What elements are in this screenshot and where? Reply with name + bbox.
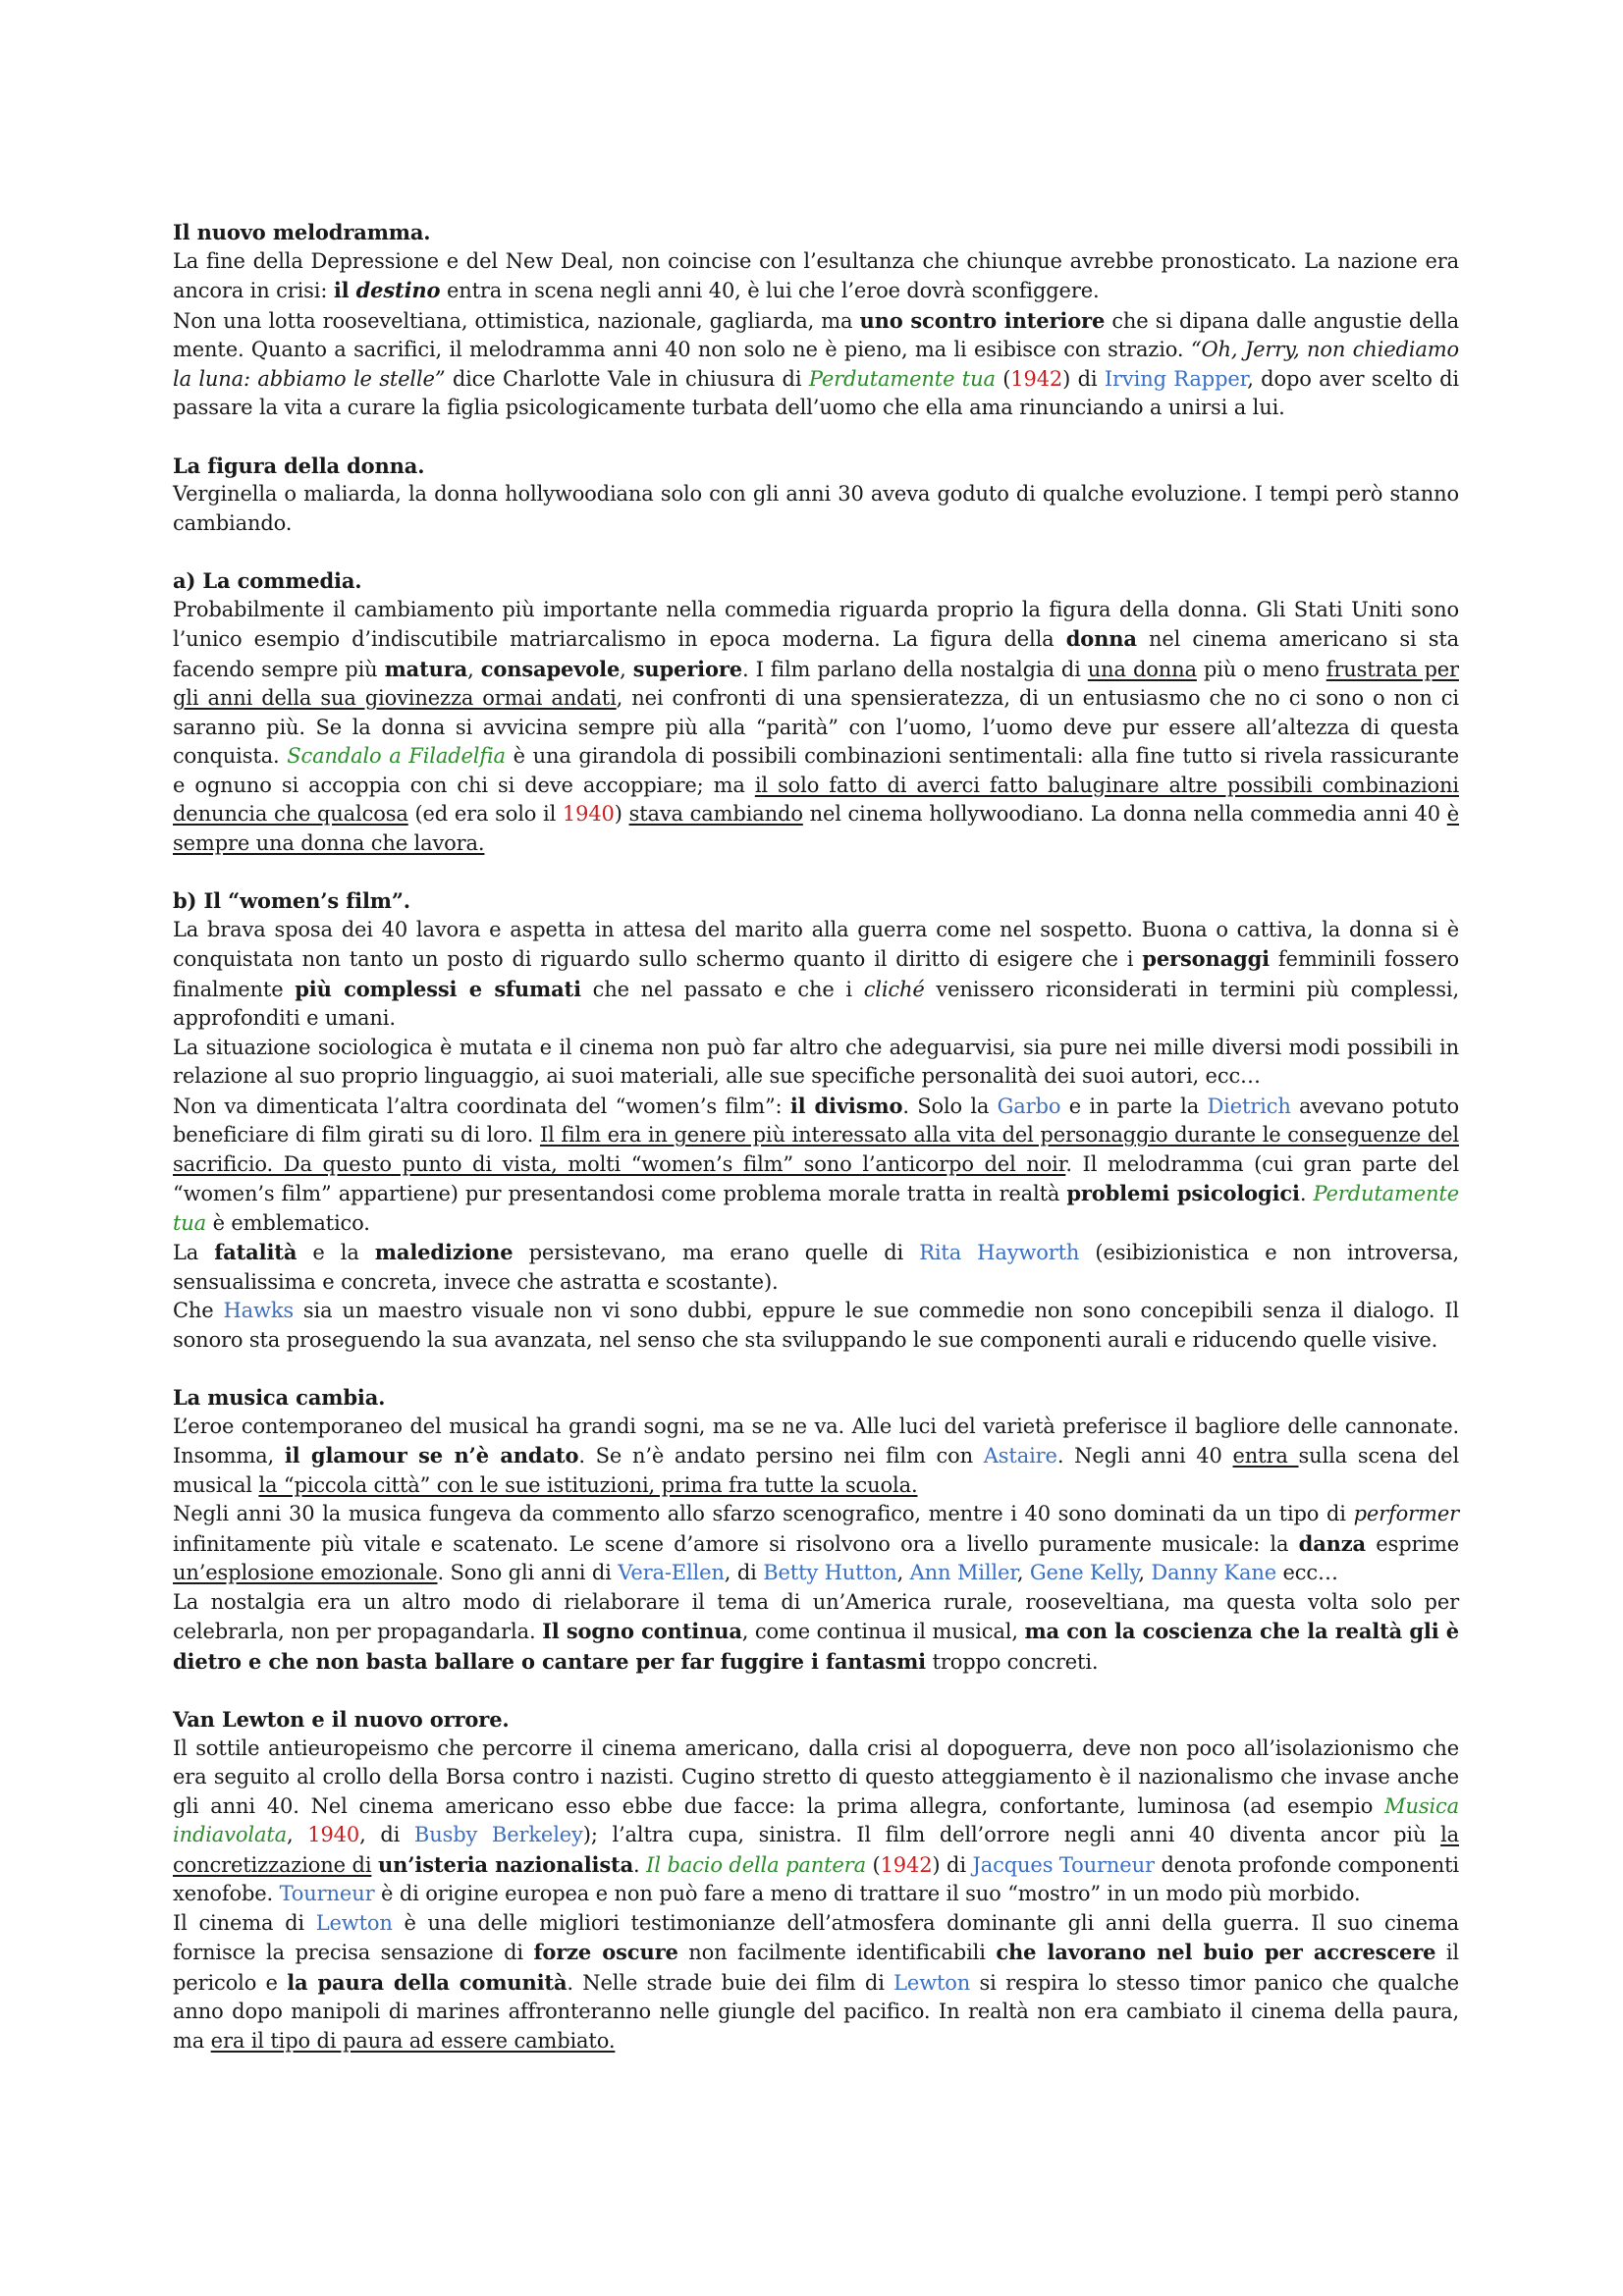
- bold-text: superiore: [632, 656, 742, 681]
- text-run: persistevano, ma erano quelle di: [513, 1241, 920, 1264]
- film-title: Scandalo a Filadelfia: [287, 744, 506, 768]
- bold-text: personaggi: [1142, 946, 1270, 971]
- paragraph: [173, 1297, 1459, 1355]
- underlined-text: il solo fatto di averci fatto baluginare altre possibili combinazioni denuncia che qualcosa: [173, 773, 1459, 826]
- person-name: Hawks: [223, 1299, 295, 1322]
- text-run: Negli anni 30 la musica fungeva da commento allo sfarzo scenografico, mentre i 40 sono dominati da un tipo di: [173, 1502, 1354, 1525]
- text-run: . I film parlano della nostalgia di: [742, 657, 1088, 681]
- text-run: è una delle migliori testimonianze dell’atmosfera dominante gli anni della guerra. Il suo cinema fornisce la precisa sensazione di: [173, 1910, 1459, 1964]
- bold-text: la paura della comunità: [287, 1969, 568, 1995]
- text-run: La nostalgia era un altro modo di rielaborare il tema di un’America rurale, rooseveltiana, ma questa volta solo per celebrarla, non per propagandarla.: [173, 1589, 1459, 1643]
- paragraph: [173, 1588, 1459, 1678]
- paragraph: [173, 1238, 1459, 1297]
- person-name: Danny Kane: [1151, 1561, 1276, 1584]
- text-run: entra in scena negli anni 40, è lui che l’eroe dovrà sconfiggere.: [440, 279, 1100, 302]
- text-run: Che: [173, 1299, 224, 1322]
- section-body: [173, 1735, 1459, 2056]
- text-run: [371, 1853, 378, 1877]
- text-run: si respira lo stesso timor panico che qualche anno dopo manipoli di marines affronteranno nelle giungle del pacifico. In realtà non era cambiato il cinema della paura, ma: [173, 1970, 1459, 2053]
- bold-text: più complessi e sfumati: [295, 976, 581, 1001]
- film-title: Perdutamente tua: [173, 1182, 1459, 1235]
- section-title: La figura della donna.: [173, 453, 425, 478]
- person-name: Irving Rapper: [1104, 366, 1248, 391]
- section-music: [173, 1383, 1459, 1677]
- text-run: infinitamente più vitale e scatenato. Le scene d’amore si risolvono ora a livello puramente musicale: la: [173, 1531, 1299, 1556]
- person-name: Lewton: [893, 1970, 971, 1995]
- section-body: [173, 916, 1459, 1356]
- paragraph: [173, 1413, 1459, 1501]
- text-run: non facilmente identificabili: [677, 1941, 997, 1964]
- underlined-text: una donna: [1087, 657, 1197, 681]
- person-name: Betty Hutton: [763, 1561, 897, 1584]
- text-run: ,: [286, 1823, 308, 1846]
- text-run: . Se n’è andato persino nei film con: [578, 1444, 984, 1468]
- text-run: . Solo la: [902, 1094, 998, 1118]
- text-run: è emblematico.: [206, 1210, 370, 1235]
- paragraph: [173, 1034, 1459, 1092]
- year: 1940: [307, 1823, 360, 1846]
- text-run: che nel passato e che i: [580, 977, 864, 1001]
- paragraph: [173, 1909, 1459, 2056]
- underlined-text: Il film era in genere più interessato alla vita del personaggio durante le conseguenze del sacrificio. Da questo punto di vista, molti “women’s film” sono l’anticorpo del noir: [173, 1123, 1459, 1176]
- section-title: b) Il “women’s film”.: [173, 888, 410, 913]
- bold-text: ma con la coscienza che la realtà gli è dietro e che non basta ballare o cantare per far fuggire i fantasmi: [173, 1619, 1459, 1674]
- section-horror: [173, 1705, 1459, 2056]
- text-run: Non una lotta rooseveltiana, ottimistica, nazionale, gagliarda, ma: [173, 308, 860, 333]
- bold-text: consapevole: [480, 656, 621, 681]
- text-run: che si dipana dalle angustie della mente. Quanto a sacrifici, il melodramma anni 40 non solo ne è pieno, ma li esibisce con strazio.: [173, 308, 1459, 361]
- person-name: Rita Hayworth: [919, 1241, 1080, 1264]
- text-run: femminili fossero finalmente: [173, 947, 1459, 1001]
- paragraph: [173, 916, 1459, 1034]
- text-run: ,: [1138, 1561, 1152, 1584]
- paragraph: [173, 1500, 1459, 1588]
- text-run: e in parte la: [1060, 1094, 1208, 1118]
- section-woman: [173, 452, 1459, 539]
- text-run: , di: [359, 1823, 414, 1846]
- text-run: , nei confronti di una spensieratezza, di un entusiasmo che no ci sono o non ci saranno più. Se la donna si avvicina sempre più alla “parità” con l’uomo, l’uomo deve pur essere all’altezza di questa conquista.: [173, 686, 1459, 768]
- text-run: La brava sposa dei 40 lavora e aspetta in attesa del marito alla guerra come nel sospetto. Buona o cattiva, la donna si è conquistata non tanto un posto di riguardo sullo schermo quanto il diritto di esigere che i: [173, 917, 1459, 971]
- text-run: sulla scena del musical: [173, 1444, 1460, 1497]
- text-run: Il sottile antieuropeismo che percorre il cinema americano, dalla crisi al dopoguerra, deve non poco all’isolazionismo che era seguito al crollo della Borsa contro i nazisti. Cugino stretto di questo atteggiamento è il nazionalismo che invase anche gli anni 40. Nel cinema americano esso ebbe due facce: la prima allegra, confortante, luminosa (ad esempio: [173, 1735, 1459, 1818]
- bold-text: il glamour se n’è andato: [284, 1443, 579, 1468]
- section-body: [173, 247, 1459, 423]
- text-run: ,: [467, 657, 481, 681]
- paragraph: [173, 480, 1459, 538]
- text-run: sia un maestro visuale non vi sono dubbi, eppure le sue commedie non sono concepibili senza il dialogo. Il sonoro sta proseguendo la sua avanzata, nel senso che sta sviluppando le sue componenti aurali e riducendo quelle visive.: [173, 1299, 1459, 1352]
- text-run: Il cinema di: [173, 1910, 316, 1935]
- film-title: Il bacio della pantera: [646, 1852, 866, 1877]
- person-name: Gene Kelly: [1029, 1561, 1139, 1584]
- text-run: dice Charlotte Vale in chiusura di: [445, 366, 809, 391]
- person-name: Jacques Tourneur: [972, 1852, 1155, 1877]
- text-run: ): [614, 802, 629, 826]
- paragraph: [173, 596, 1459, 859]
- bold-text: il: [333, 278, 356, 302]
- section-body: [173, 1413, 1459, 1678]
- section-title: Il nuovo melodramma.: [173, 220, 431, 244]
- text-run: ,: [896, 1561, 910, 1584]
- text-run: . Negli anni 40: [1056, 1444, 1233, 1468]
- section-comedy: [173, 566, 1459, 858]
- text-run: ) di: [932, 1852, 973, 1877]
- underlined-text: stava cambiando: [628, 802, 803, 826]
- text-run: troppo concreti.: [926, 1649, 1099, 1674]
- underlined-text: frustrata per gli anni della sua giovinezza ormai andati: [173, 657, 1459, 710]
- text-run: , come continua il musical,: [741, 1620, 1025, 1643]
- text-run: denota profonde componenti xenofobe.: [173, 1852, 1459, 1905]
- text-run: L’eroe contemporaneo del musical ha grandi sogni, ma se ne va. Alle luci del varietà preferisce il bagliore delle cannonate. Insomma,: [173, 1414, 1459, 1468]
- text-run: (esibizionistica e non introversa, sensualissima e concreta, invece che astratta e scostante).: [173, 1241, 1459, 1294]
- text-run: (: [995, 366, 1011, 391]
- person-name: Busby Berkeley: [413, 1823, 583, 1846]
- text-run: , dopo aver scelto di passare la vita a curare la figlia psicologicamente turbata dell’uomo che ella ama rinunciando a unirsi a lui.: [173, 366, 1459, 419]
- paragraph: [173, 1735, 1459, 1909]
- text-run: .: [633, 1852, 647, 1877]
- text-run: ,: [620, 657, 633, 681]
- bold-text: destino: [355, 278, 441, 302]
- paragraph: [173, 306, 1459, 423]
- text-run: esprime: [1366, 1531, 1459, 1556]
- person-name: Ann Miller: [909, 1561, 1017, 1584]
- bold-text: Il sogno continua: [542, 1619, 742, 1643]
- bold-text: donna: [1065, 626, 1137, 651]
- underlined-text: la concretizzazione di: [173, 1823, 1460, 1877]
- text-run: ,: [1016, 1561, 1030, 1584]
- text-run: (: [865, 1852, 881, 1877]
- text-run: . Il melodramma (cui gran parte del “women’s film” appartiene) pur presentandosi come problema morale tratta in realtà: [173, 1151, 1460, 1205]
- bold-text: fatalità: [214, 1240, 298, 1264]
- text-run: Non va dimenticata l’altra coordinata del “women’s film”:: [173, 1094, 790, 1118]
- underlined-text: la “piccola città” con le sue istituzioni, prima fra tutte la scuola.: [258, 1472, 918, 1497]
- underlined-text: è sempre una donna che lavora.: [173, 802, 1460, 855]
- text-run: La: [173, 1241, 215, 1264]
- underlined-text: era il tipo di paura ad essere cambiato.: [210, 2028, 616, 2053]
- bold-text: problemi psicologici: [1066, 1181, 1300, 1205]
- person-name: Astaire: [983, 1444, 1057, 1468]
- text-run: nel cinema americano si sta facendo sempre più: [173, 627, 1459, 681]
- person-name: Tourneur: [279, 1882, 375, 1905]
- text-run: La fine della Depressione e del New Deal, non coincise con l’esultanza che chiunque avrebbe pronosticato. La nazione era ancora in crisi:: [173, 248, 1459, 302]
- bold-text: che lavorano nel buio per accrescere: [996, 1940, 1436, 1964]
- year: 1942: [880, 1852, 933, 1877]
- bold-text: maledizione: [374, 1240, 514, 1264]
- italic-text: cliché: [863, 977, 925, 1001]
- bold-text: matura: [384, 656, 468, 681]
- paragraph: [173, 247, 1459, 306]
- text-run: . Nelle strade buie dei film di: [567, 1970, 894, 1995]
- person-name: Lewton: [315, 1910, 393, 1935]
- text-run: ) di: [1062, 366, 1105, 391]
- text-run: avevano potuto beneficiare di film girati su di loro.: [173, 1094, 1459, 1147]
- text-run: La situazione sociologica è mutata e il cinema non può far altro che adeguarvisi, sia pure nei mille diversi modi possibili in relazione al suo proprio linguaggio, ai suoi materiali, alle sue specifiche personalità dei suoi autori, ecc…: [173, 1035, 1459, 1088]
- person-name: Vera-Ellen: [618, 1561, 725, 1584]
- section-title: a) La commedia.: [173, 568, 362, 593]
- italic-text: performer: [1353, 1502, 1459, 1525]
- document-page: [173, 218, 1459, 2084]
- film-title: Musica indiavolata: [173, 1793, 1459, 1846]
- text-run: nel cinema hollywoodiano. La donna nella commedia anni 40: [802, 802, 1447, 826]
- film-title: Perdutamente tua: [808, 366, 996, 391]
- paragraph: [173, 1092, 1459, 1239]
- bold-text: il divismo: [789, 1093, 903, 1118]
- text-run: il pericolo e: [173, 1941, 1459, 1995]
- text-run: venissero riconsiderati in termini più complessi, approfonditi e umani.: [173, 977, 1459, 1030]
- section-title: La musica cambia.: [173, 1385, 386, 1410]
- bold-text: uno scontro interiore: [859, 307, 1106, 333]
- section-body: [173, 596, 1459, 859]
- section-body: [173, 480, 1459, 538]
- text-run: .: [1299, 1182, 1314, 1205]
- person-name: Dietrich: [1207, 1094, 1291, 1118]
- text-run: Verginella o maliarda, la donna hollywoodiana solo con gli anni 30 aveva goduto di qualche evoluzione. I tempi però stanno cambiando.: [173, 482, 1459, 535]
- section-title: Van Lewton e il nuovo orrore.: [173, 1707, 510, 1732]
- text-run: è di origine europea e non può fare a meno di trattare il suo “mostro” in un modo più morbido.: [374, 1882, 1361, 1905]
- person-name: Garbo: [997, 1094, 1061, 1118]
- text-run: ); l’altra cupa, sinistra. Il film dell’orrore negli anni 40 diventa ancor più: [582, 1823, 1441, 1846]
- year: 1940: [562, 802, 615, 826]
- text-run: Probabilmente il cambiamento più importante nella commedia riguarda proprio la figura della donna. Gli Stati Uniti sono l’unico esempio d’indiscutibile matriarcalismo in epoca moderna. La figura della: [173, 597, 1459, 651]
- section-melodrama: [173, 218, 1459, 423]
- bold-text: un’isteria nazionalista: [378, 1851, 634, 1877]
- text-run: più o meno: [1196, 657, 1326, 681]
- underlined-text: un’esplosione emozionale: [173, 1561, 438, 1584]
- bold-text: danza: [1298, 1530, 1366, 1556]
- text-run: . Sono gli anni di: [437, 1561, 619, 1584]
- section-womens-film: [173, 886, 1459, 1355]
- text-run: (ed era solo il: [407, 802, 563, 826]
- text-run: , di: [724, 1561, 764, 1584]
- italic-text: “Oh, Jerry, non chiediamo la luna: abbiamo le stelle”: [173, 338, 1459, 391]
- underlined-text: entra: [1232, 1444, 1299, 1468]
- bold-text: forze oscure: [533, 1940, 678, 1964]
- text-run: è una girandola di possibili combinazioni sentimentali: alla fine tutto si rivela rassicurante e ognuno si accoppia con chi si deve accoppiare; ma: [173, 744, 1460, 797]
- text-run: e la: [297, 1241, 375, 1264]
- year: 1942: [1010, 366, 1063, 391]
- text-run: ecc…: [1276, 1561, 1338, 1584]
